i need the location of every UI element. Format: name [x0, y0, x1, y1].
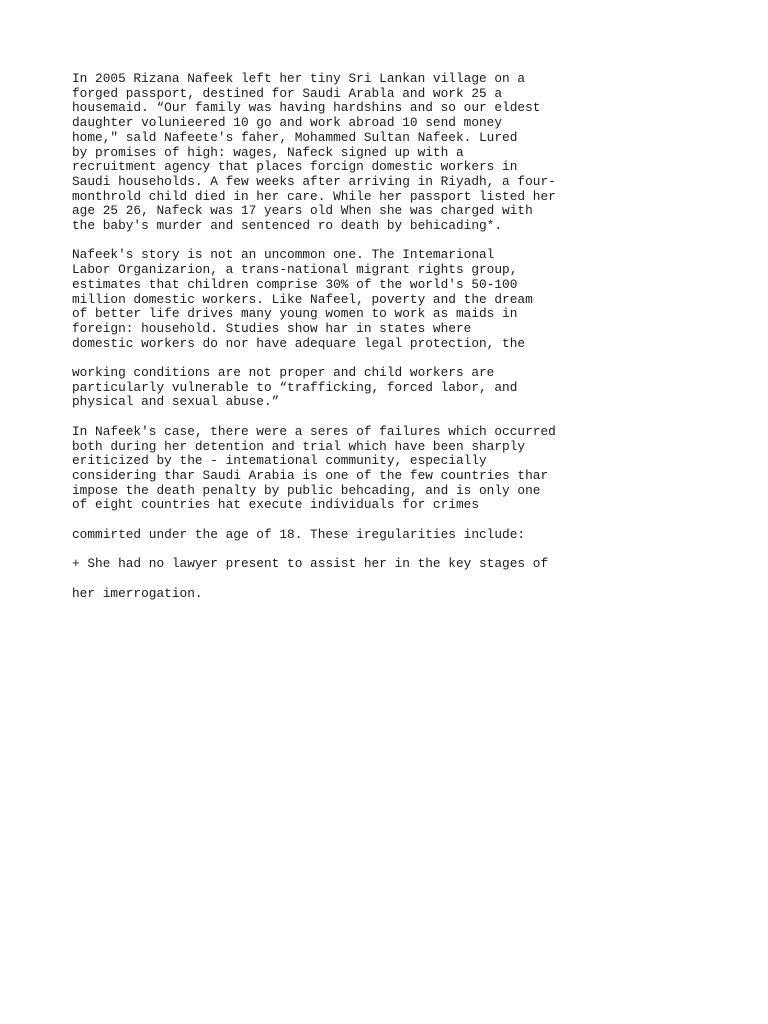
text-line: commirted under the age of 18. These iregularities include: [72, 526, 526, 542]
text-line: particularly vulnerable to “trafficking, forced labor, and [72, 379, 518, 395]
text-line: home," sald Nafeete's faher, Mohammed Sultan Nafeek. Lured [72, 129, 518, 145]
paragraph-3 [72, 366, 632, 410]
text-line: her imerrogation. [72, 585, 203, 601]
paragraph-1 [72, 72, 632, 234]
text-line: working conditions are not proper and child workers are [72, 365, 495, 381]
text-line: In 2005 Rizana Nafeek left her tiny Sri Lankan village on a [72, 71, 526, 86]
text-line: daughter volunieered 10 go and work abroad 10 send money [72, 115, 503, 131]
paragraph-5 [72, 528, 632, 543]
text-line: age 25 26, Nafeck was 17 years old When she was charged with [72, 203, 533, 219]
text-line: Nafeek's story is not an uncommon one. The Intemarional [72, 247, 495, 263]
paragraph-4 [72, 425, 632, 513]
text-line: recruitment agency that places forcign domestic workers in [72, 159, 518, 175]
text-line: foreign: household. Studies show har in states where [72, 320, 472, 336]
text-line: impose the death penalty by public behcading, and is only one [72, 482, 541, 498]
text-line: domestic workers do nor have adequare legal protection, the [72, 335, 526, 351]
text-line: considering thar Saudi Arabia is one of the few countries thar [72, 467, 549, 483]
text-line: of eight countries hat execute individuals for crimes [72, 497, 480, 513]
text-line: + She had no lawyer present to assist her in the key stages of [72, 556, 549, 572]
bullet-item [72, 557, 632, 572]
text-line: estimates that children comprise 30% of the world's 50-100 [72, 276, 518, 292]
text-line: eriticized by the - intemational community, especially [72, 453, 487, 469]
paragraph-2 [72, 248, 632, 351]
text-line: monthrold child died in her care. While her passport listed her [72, 188, 556, 204]
document-page [72, 72, 632, 616]
text-line: forged passport, destined for Saudi Arabla and work 25 a [72, 85, 503, 101]
paragraph-7 [72, 587, 632, 602]
text-line: by promises of high: wages, Nafeck signed up with a [72, 144, 464, 160]
text-line: Labor Organizarion, a trans-national migrant rights group, [72, 262, 518, 278]
text-line: the baby's murder and sentenced ro death by behicading*. [72, 218, 503, 234]
text-line: In Nafeek's case, there were a seres of failures which occurred [72, 423, 556, 439]
text-line: of better life drives many young women to work as maids in [72, 306, 518, 322]
text-line: physical and sexual abuse.” [72, 394, 280, 410]
text-line: Saudi households. A few weeks after arriving in Riyadh, a four- [72, 173, 556, 189]
text-line: million domestic workers. Like Nafeel, poverty and the dream [72, 291, 533, 307]
text-line: housemaid. “Our family was having hardshins and so our eldest [72, 100, 541, 116]
text-line: both during her detention and trial which have been sharply [72, 438, 526, 454]
